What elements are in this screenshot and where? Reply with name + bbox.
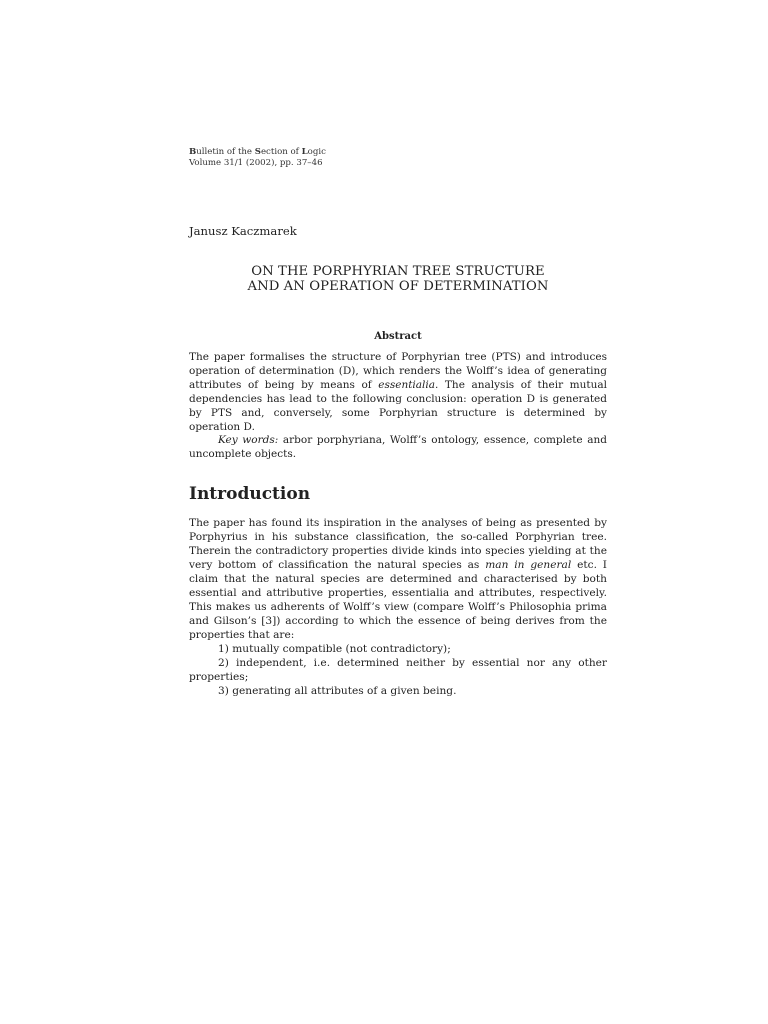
title-line-1: ON THE PORPHYRIAN TREE STRUCTURE — [251, 264, 545, 279]
title-line-2: AND AN OPERATION OF DETERMINATION — [247, 279, 549, 294]
abstract-heading: Abstract — [374, 331, 422, 342]
journal-header — [189, 147, 607, 169]
paper-title — [189, 264, 607, 294]
list-item: 3) generating all attributes of a given being. — [218, 685, 457, 697]
section-heading-introduction: Introduction — [189, 484, 311, 504]
abstract-text: The paper formalises the structure of Porphyrian tree (PTS) and introduces operation of determination (D), which renders the Wolff’s idea of generating attributes of being by means of essentialia. The analysis of their mutual dependencies has lead to the following conclusion: operation D is generated by PTS and, conversely, some Porphyrian structure is determined by operation D. — [189, 351, 607, 433]
introduction-paragraph: The paper has found its inspiration in the analyses of being as presented by Porphyrius in his substance classification, the so-called Porphyrian tree. Therein the contradictory properties divide kinds into species yielding at the very bottom of classification the natural species as man in general etc. I claim that the natural species are determined and characterised by both essential and attributive properties, essentialia and attributes, respectively. This makes us adherents of Wolff’s view (compare Wolff’s Philosophia prima and Gilson’s [3]) according to which the essence of being derives from the properties that are: — [189, 517, 607, 641]
journal-volume: Volume 31/1 (2002), pp. 37–46 — [189, 158, 323, 168]
keywords-label: Key words: — [218, 434, 279, 446]
introduction-body — [189, 516, 607, 698]
list-item: 1) mutually compatible (not contradictory); — [218, 643, 451, 655]
list-item: 2) independent, i.e. determined neither by essential nor any other properties; — [189, 657, 607, 683]
keywords — [189, 433, 607, 461]
keywords-text: arbor porphyriana, Wolff’s ontology, essence, complete and uncomplete objects. — [189, 434, 607, 460]
journal-title: Bulletin of the Section of Logic — [189, 147, 326, 157]
author-name: Janusz Kaczmarek — [189, 224, 297, 238]
